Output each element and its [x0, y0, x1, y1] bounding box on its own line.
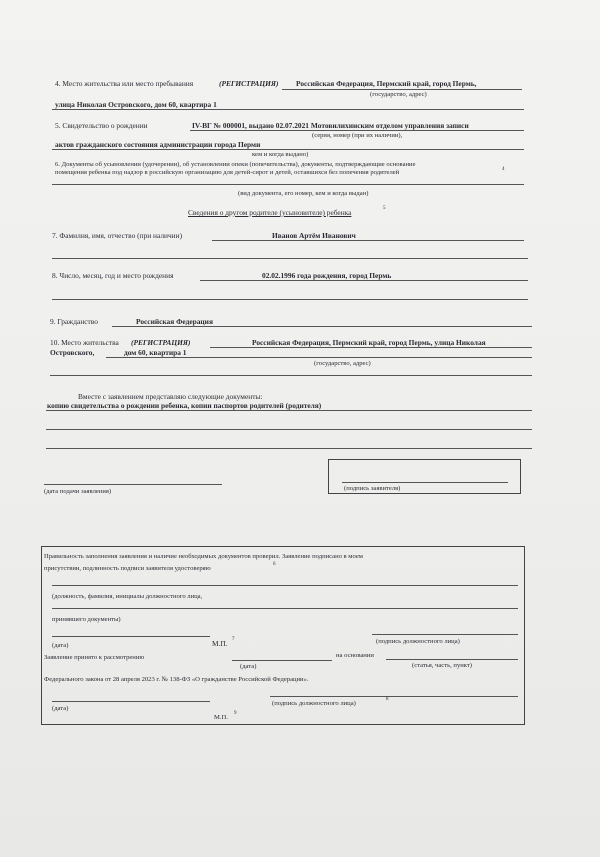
s6-line1: 6. Документы об усыновлении (удочерении), об установлении опеки (попечительства), документы, подтверждающие основание — [55, 161, 416, 168]
s6-note: 4 — [502, 167, 505, 172]
date-line[interactable] — [44, 484, 222, 485]
s4-value2: улица Николая Островского, дом 60, квартира 1 — [55, 100, 217, 109]
s8-label: 8. Число, месяц, год и место рождения — [52, 271, 174, 280]
docs-intro: Вместе с заявлением представляю следующие документы: — [78, 392, 263, 401]
sign-hint: (подпись заявителя) — [344, 485, 401, 492]
s8-line1 — [200, 280, 528, 281]
docs-line3 — [46, 448, 532, 449]
s6-line2: помещения ребенка под надзор в российскую организацию для детей-сирот и детей, оставшихся без попечения родителей — [55, 169, 400, 176]
official-date-hint3: (дата) — [52, 705, 69, 712]
s5-hint1: (серия, номер (при их наличии), — [312, 132, 403, 139]
s4-hint: (государство, адрес) — [370, 91, 427, 98]
s5-value1: IV-ВГ № 000001, выдано 02.07.2021 Мотовилихинским отделом управления записи — [192, 121, 469, 130]
s10-label: 10. Место жительства — [50, 338, 119, 347]
s6-hint: (вид документа, его номер, кем и когда выдан) — [238, 190, 369, 197]
s10-type: (РЕГИСТРАЦИЯ) — [131, 338, 191, 347]
s7-line2 — [52, 258, 528, 259]
official-pos-hint2: принявшего документы) — [52, 616, 121, 623]
official-pos-line2[interactable] — [52, 608, 518, 609]
s10-value2a: Островского, — [50, 348, 95, 357]
official-sign-line[interactable] — [372, 634, 518, 635]
official-sign-hint2: (подпись должностного лица) — [272, 700, 356, 707]
official-sign-hint: (подпись должностного лица) — [376, 638, 460, 645]
s10-line1 — [210, 347, 532, 348]
official-date-line2[interactable] — [232, 660, 332, 661]
s4-type: (РЕГИСТРАЦИЯ) — [219, 79, 279, 88]
sign-line[interactable] — [342, 482, 508, 483]
official-line2: присутствии, подлинность подписи заявителя удостоверяю — [44, 565, 211, 572]
official-mp: М.П. — [212, 639, 228, 648]
official-pos-hint: (должность, фамилия, инициалы должностного лица, — [52, 593, 203, 600]
official-date-line[interactable] — [52, 636, 210, 637]
s6-line3 — [52, 184, 524, 185]
s5-value2: актов гражданского состояния администрации города Перми — [55, 140, 261, 149]
official-mp2: М.П. — [214, 714, 228, 721]
official-date-hint2: (дата) — [240, 663, 257, 670]
official-basis-line[interactable] — [386, 659, 518, 660]
s10-line3 — [50, 375, 532, 376]
official-law: Федерального закона от 28 апреля 2023 г. № 138-ФЗ «О гражданстве Российской Федерации». — [44, 676, 309, 683]
official-note6: 6 — [273, 562, 276, 567]
s10-line2 — [106, 357, 532, 358]
s7-line1 — [212, 240, 524, 241]
official-date-hint: (дата) — [52, 642, 69, 649]
official-pos-line[interactable] — [52, 585, 518, 586]
s10-hint: (государство, адрес) — [314, 360, 371, 367]
official-article-hint: (статья, часть, пункт) — [412, 662, 472, 669]
s4-value1: Российская Федерация, Пермский край, город Пермь, — [296, 79, 477, 88]
other-parent-note: 5 — [383, 206, 386, 211]
s9-value: Российская Федерация — [136, 317, 213, 326]
s10-value1: Российская Федерация, Пермский край, город Пермь, улица Николая — [252, 338, 486, 347]
other-parent-heading: Сведения о другом родителе (усыновителе) ребенка — [188, 208, 352, 217]
docs-line2 — [46, 429, 532, 430]
s9-line — [112, 326, 532, 327]
date-hint: (дата подачи заявления) — [44, 488, 112, 495]
official-note8: 8 — [386, 697, 389, 702]
s5-hint2: кем и когда выдано) — [252, 151, 309, 158]
s4-label: 4. Место жительства или место пребывания — [55, 79, 194, 88]
s8-value: 02.02.1996 года рождения, город Пермь — [262, 271, 392, 280]
docs-line1 — [46, 410, 532, 411]
s8-line2 — [52, 299, 528, 300]
docs-value: копию свидетельства о рождении ребенка, копии паспортов родителей (родителя) — [47, 401, 322, 410]
official-sign-line2[interactable] — [270, 696, 518, 697]
s7-value: Иванов Артём Иванович — [272, 231, 356, 240]
s10-value2b: дом 60, квартира 1 — [124, 348, 187, 357]
official-line1: Правильность заполнения заявления и наличие необходимых документов проверил. Заявление подписано в моем — [44, 553, 363, 560]
official-note7: 7 — [232, 637, 235, 642]
s4-line2 — [52, 109, 524, 110]
official-note9: 9 — [234, 711, 237, 716]
official-basis: на основании — [336, 652, 374, 659]
official-accepted: Заявление принято к рассмотрению — [44, 654, 145, 661]
official-date-line3[interactable] — [52, 701, 210, 702]
s7-label: 7. Фамилия, имя, отчество (при наличии) — [52, 231, 183, 240]
s9-label: 9. Гражданство — [50, 317, 98, 326]
s5-label: 5. Свидетельство о рождении — [55, 121, 148, 130]
